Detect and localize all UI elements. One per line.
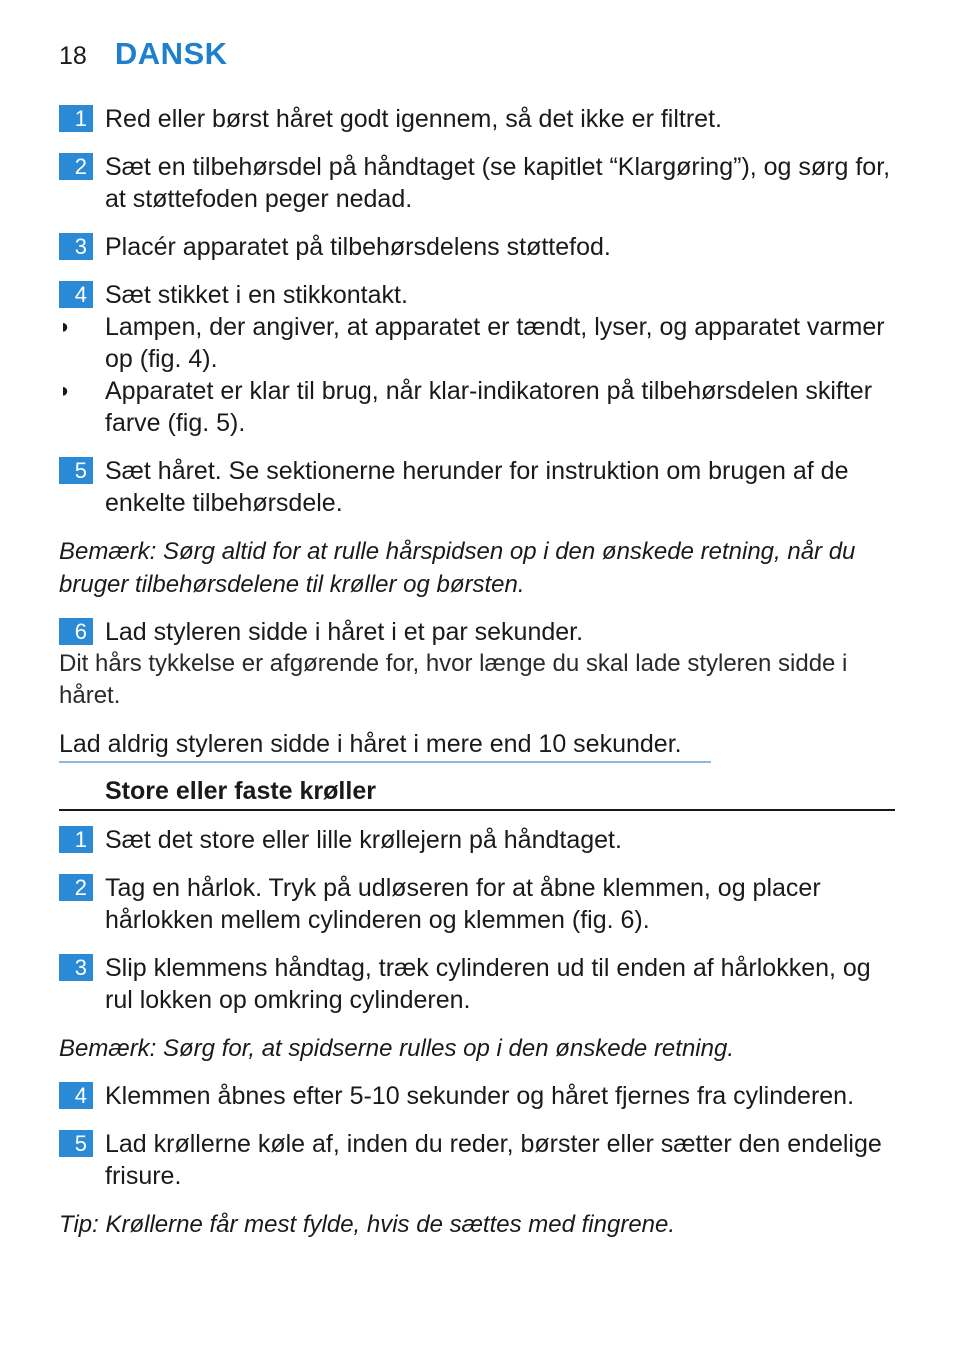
step-number: 3 bbox=[59, 233, 93, 260]
section-title: Store eller faste krøller bbox=[105, 777, 376, 805]
warning-text: Lad aldrig styleren sidde i håret i mere end 10 sekunder. bbox=[59, 730, 682, 758]
step-number: 5 bbox=[59, 457, 93, 484]
step-6 bbox=[59, 616, 899, 648]
note-curl-direction: Bemærk: Sørg altid for at rulle hårspidsen op i den ønskede retning, når du bruger tilbehørsdelene til krøller og børsten. bbox=[59, 538, 856, 598]
step-3 bbox=[59, 231, 899, 263]
step-1 bbox=[59, 103, 899, 135]
bullet-marker-icon: ◗ bbox=[59, 316, 72, 338]
bullet-text: Lampen, der angiver, at apparatet er tændt, lyser, og apparatet varmer op (fig. 4). bbox=[105, 313, 885, 373]
step-number: 6 bbox=[59, 618, 93, 645]
section-divider bbox=[59, 809, 895, 811]
page-number: 18 bbox=[59, 42, 87, 70]
step-number: 5 bbox=[59, 1130, 93, 1157]
bullet-text: Apparatet er klar til brug, når klar-indikatoren på tilbehørsdelen skifter farve (fig. 5). bbox=[105, 377, 873, 437]
step-number: 1 bbox=[59, 105, 93, 132]
page-header bbox=[59, 36, 228, 72]
step-text: Red eller børst håret godt igennem, så det ikke er filtret. bbox=[105, 105, 722, 133]
step-text: Placér apparatet på tilbehørsdelens støttefod. bbox=[105, 233, 611, 261]
step-5 bbox=[59, 455, 899, 519]
curl-step-3 bbox=[59, 952, 899, 1016]
step-text: Lad krøllerne køle af, inden du reder, børster eller sætter den endelige frisure. bbox=[105, 1130, 882, 1190]
step-text: Sæt håret. Se sektionerne herunder for instruktion om brugen af de enkelte tilbehørsdele. bbox=[105, 457, 849, 517]
step-number: 2 bbox=[59, 153, 93, 180]
step-text: Sæt en tilbehørsdel på håndtaget (se kapitlet “Klargøring”), og sørg for, at støttefoden peger nedad. bbox=[105, 153, 891, 213]
step-2 bbox=[59, 151, 899, 215]
step-4 bbox=[59, 279, 899, 311]
tip-text: Tip: Krøllerne får mest fylde, hvis de sættes med fingrene. bbox=[59, 1211, 676, 1238]
step-text: Klemmen åbnes efter 5-10 sekunder og håret fjernes fra cylinderen. bbox=[105, 1082, 855, 1110]
step-text: Lad styleren sidde i håret i et par sekunder. bbox=[105, 618, 584, 646]
note-tips-direction: Bemærk: Sørg for, at spidserne rulles op i den ønskede retning. bbox=[59, 1035, 734, 1062]
step-text: Slip klemmens håndtag, træk cylinderen ud til enden af hårlokken, og rul lokken op omkring cylinderen. bbox=[105, 954, 871, 1014]
step-number: 1 bbox=[59, 826, 93, 853]
hair-thickness-info: Dit hårs tykkelse er afgørende for, hvor længe du skal lade styleren sidde i håret. bbox=[59, 650, 848, 709]
result-bullet-1 bbox=[59, 311, 899, 375]
curl-step-5 bbox=[59, 1128, 899, 1192]
result-bullet-2 bbox=[59, 375, 899, 439]
language-heading: DANSK bbox=[114, 36, 228, 71]
step-text: Sæt stikket i en stikkontakt. bbox=[105, 281, 408, 309]
curl-step-1 bbox=[59, 824, 899, 856]
step-text: Tag en hårlok. Tryk på udløseren for at åbne klemmen, og placer hårlokken mellem cylinderen og klemmen (fig. 6). bbox=[105, 874, 821, 934]
warning-underline bbox=[59, 761, 711, 763]
step-number: 4 bbox=[59, 281, 93, 308]
step-number: 3 bbox=[59, 954, 93, 981]
curl-step-4 bbox=[59, 1080, 899, 1112]
bullet-marker-icon: ◗ bbox=[59, 380, 72, 402]
curl-step-2 bbox=[59, 872, 899, 936]
step-text: Sæt det store eller lille krøllejern på håndtaget. bbox=[105, 826, 622, 854]
step-number: 2 bbox=[59, 874, 93, 901]
step-number: 4 bbox=[59, 1082, 93, 1109]
